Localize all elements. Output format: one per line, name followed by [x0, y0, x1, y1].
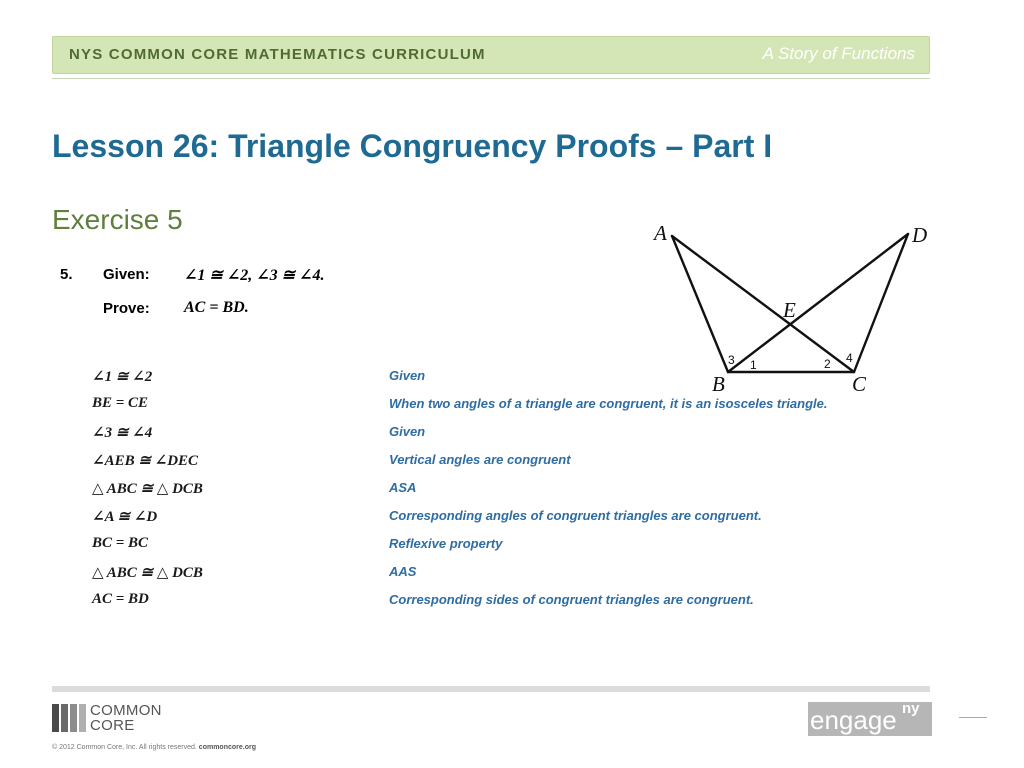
- problem-number: 5.: [60, 266, 73, 283]
- triangle-diagram: [650, 220, 950, 400]
- proof-row: [0, 479, 1024, 499]
- exercise-label: Exercise 5: [52, 204, 183, 235]
- common-core-logo-icon: [52, 704, 86, 732]
- proof-reason: Corresponding sides of congruent triangles are congruent.: [389, 592, 754, 607]
- copyright-notice: [52, 744, 256, 751]
- angle-label-4: 4: [846, 351, 853, 365]
- proof-statement: BC = BC: [92, 535, 149, 551]
- curriculum-title: NYS COMMON CORE MATHEMATICS CURRICULUM: [69, 46, 486, 63]
- lesson-title: Lesson 26: Triangle Congruency Proofs – Part I: [52, 128, 773, 164]
- proof-reason: Reflexive property: [389, 536, 503, 551]
- proof-row: [0, 563, 1024, 583]
- slide-edge-mark: [959, 717, 987, 718]
- proof-statement: ∠1 ≅ ∠2: [92, 369, 153, 385]
- proof-reason: When two angles of a triangle are congruent, it is an isosceles triangle.: [389, 396, 828, 411]
- point-label-a: A: [654, 221, 667, 245]
- proof-reason: ASA: [389, 480, 417, 495]
- footer-divider: [52, 686, 930, 692]
- proof-statement: AC = BD: [92, 591, 149, 607]
- proof-statement: ∠AEB ≅ ∠DEC: [92, 453, 199, 469]
- header-bar: [52, 36, 930, 74]
- proof-row: [0, 507, 1024, 527]
- angle-label-3: 3: [728, 353, 735, 367]
- copyright-link[interactable]: commoncore.org: [198, 744, 256, 751]
- point-label-e: E: [783, 298, 796, 322]
- proof-row: [0, 591, 1024, 611]
- proof-statement: BE = CE: [92, 395, 149, 411]
- point-label-b: B: [712, 372, 725, 396]
- given-label: Given:: [103, 266, 150, 283]
- proof-statement: ∠3 ≅ ∠4: [92, 425, 153, 441]
- given-value: ∠1 ≅ ∠2, ∠3 ≅ ∠4.: [184, 267, 325, 284]
- point-label-c: C: [852, 372, 867, 396]
- proof-row: [0, 423, 1024, 443]
- point-label-d: D: [912, 223, 928, 247]
- proof-reason: Vertical angles are congruent: [389, 452, 571, 467]
- prove-label: Prove:: [103, 300, 150, 317]
- angle-label-1: 1: [750, 358, 757, 372]
- module-name: A Story of Functions: [762, 44, 915, 63]
- logo-line-2: CORE: [90, 717, 135, 734]
- header-divider: [52, 78, 930, 79]
- proof-statement: △ ABC ≅ △ DCB: [92, 565, 203, 581]
- proof-statement: ∠A ≅ ∠D: [92, 509, 158, 525]
- engageny-logo: [808, 702, 932, 736]
- engage-logo-superscript: ny: [902, 700, 920, 717]
- engage-logo-text: engage: [810, 705, 897, 735]
- proof-statement: △ ABC ≅ △ DCB: [92, 481, 203, 497]
- logo-line-1: COMMON: [90, 702, 162, 719]
- angle-label-2: 2: [824, 357, 831, 371]
- copyright-text: © 2012 Common Core, Inc. All rights reserved.: [52, 744, 197, 751]
- proof-reason: Given: [389, 424, 426, 439]
- proof-row: [0, 535, 1024, 555]
- proof-reason: AAS: [389, 564, 417, 579]
- proof-reason: Given: [389, 368, 426, 383]
- prove-value: AC = BD.: [184, 299, 249, 316]
- proof-reason: Corresponding angles of congruent triangles are congruent.: [389, 508, 762, 523]
- common-core-logo-text: [90, 703, 162, 733]
- proof-row: [0, 451, 1024, 471]
